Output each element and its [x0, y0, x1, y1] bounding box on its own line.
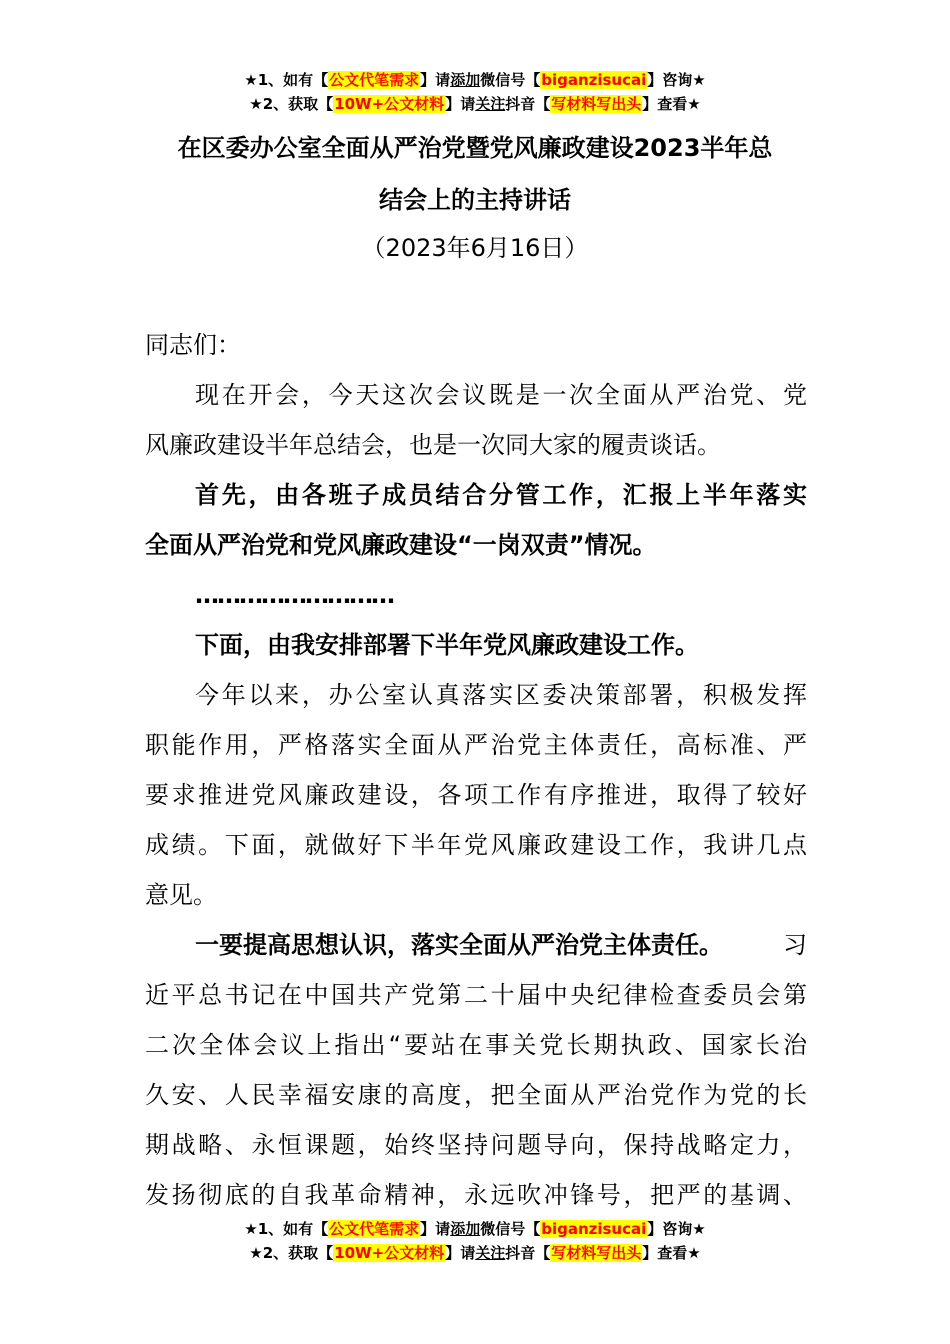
doc-title-line-1: 在区委办公室全面从严治党暨党风廉政建设2023半年总 — [177, 134, 773, 162]
promo-highlight: 公文代笔需求 — [329, 71, 420, 89]
promo-underline: 添加 — [450, 71, 481, 89]
promo-text: 】请 — [445, 1244, 476, 1262]
promo-text: 】请 — [420, 71, 451, 89]
promo-text: ★2、获取【 — [249, 95, 334, 113]
body-line-bold: 全面从严治党和党风廉政建设“一岗双责”情况。 — [145, 531, 657, 559]
promo-text: 微信号【 — [480, 1220, 541, 1238]
promo-text: ★2、获取【 — [249, 1244, 334, 1262]
promo-text: 】咨询★ — [647, 71, 706, 89]
body-line: 成绩。下面，就做好下半年党风廉政建设工作，我讲几点 — [145, 831, 807, 859]
body-line: 今年以来，办公室认真落实区委决策部署，积极发挥 — [195, 681, 807, 709]
promo-text: 】请 — [420, 1220, 451, 1238]
body-line: 近平总书记在中国共产党第二十届中央纪律检查委员会第 — [145, 981, 807, 1009]
promo-underline: 添加 — [450, 1220, 481, 1238]
promo-text: 】查看★ — [642, 95, 701, 113]
promo-highlight: 10W+公文材料 — [334, 1244, 445, 1262]
body-line: 期战略、永恒课题，始终坚持问题导向，保持战略定力， — [145, 1131, 807, 1159]
promo-text: 抖音【 — [505, 95, 551, 113]
ellipsis-line: ……………………… — [195, 581, 393, 609]
promo-text: 】请 — [445, 95, 476, 113]
promo-douyin-id: 写材料写出头 — [551, 95, 642, 113]
promo-highlight: 公文代笔需求 — [329, 1220, 420, 1238]
body-line: 要求推进党风廉政建设，各项工作有序推进，取得了较好 — [145, 781, 807, 809]
doc-date: （2023年6月16日） — [361, 234, 589, 262]
body-line: 风廉政建设半年总结会，也是一次同大家的履责谈话。 — [145, 431, 721, 459]
body-line: 久安、人民幸福安康的高度，把全面从严治党作为党的长 — [145, 1081, 807, 1109]
promo-douyin-id: 写材料写出头 — [551, 1244, 642, 1262]
body-line: 二次全体会议上指出“要站在事关党长期执政、国家长治 — [145, 1031, 807, 1059]
promo-footer — [0, 1217, 950, 1265]
promo-wechat-id: biganzisucai — [541, 71, 647, 89]
doc-title-line-2: 结会上的主持讲话 — [379, 186, 571, 214]
salutation: 同志们： — [145, 331, 241, 359]
point-text-start: 习 — [783, 931, 807, 959]
body-line: 职能作用，严格落实全面从严治党主体责任，高标准、严 — [145, 731, 807, 759]
promo-text: 】咨询★ — [647, 1220, 706, 1238]
promo-underline: 关注 — [475, 1244, 506, 1262]
promo-text: ★1、如有【 — [244, 71, 329, 89]
body-line: 发扬彻底的自我革命精神，永远吹冲锋号，把严的基调、 — [145, 1181, 807, 1209]
promo-text: 微信号【 — [480, 71, 541, 89]
promo-text: 抖音【 — [505, 1244, 551, 1262]
body-line: 意见。 — [145, 881, 217, 909]
promo-header — [0, 68, 950, 116]
section-heading: 下面，由我安排部署下半年党风廉政建设工作。 — [195, 631, 699, 659]
body-line-bold: 首先，由各班子成员结合分管工作，汇报上半年落实 — [195, 481, 807, 509]
point-heading: 一要提高思想认识，落实全面从严治党主体责任。 — [195, 931, 723, 959]
promo-line-2 — [0, 92, 950, 116]
promo-text: ★1、如有【 — [244, 1220, 329, 1238]
promo-line-1 — [0, 1217, 950, 1241]
promo-line-1 — [0, 68, 950, 92]
promo-underline: 关注 — [475, 95, 506, 113]
promo-text: 】查看★ — [642, 1244, 701, 1262]
promo-wechat-id: biganzisucai — [541, 1220, 647, 1238]
body-line-mixed — [195, 930, 807, 960]
body-line: 现在开会，今天这次会议既是一次全面从严治党、党 — [195, 381, 807, 409]
promo-line-2 — [0, 1241, 950, 1265]
promo-highlight: 10W+公文材料 — [334, 95, 445, 113]
